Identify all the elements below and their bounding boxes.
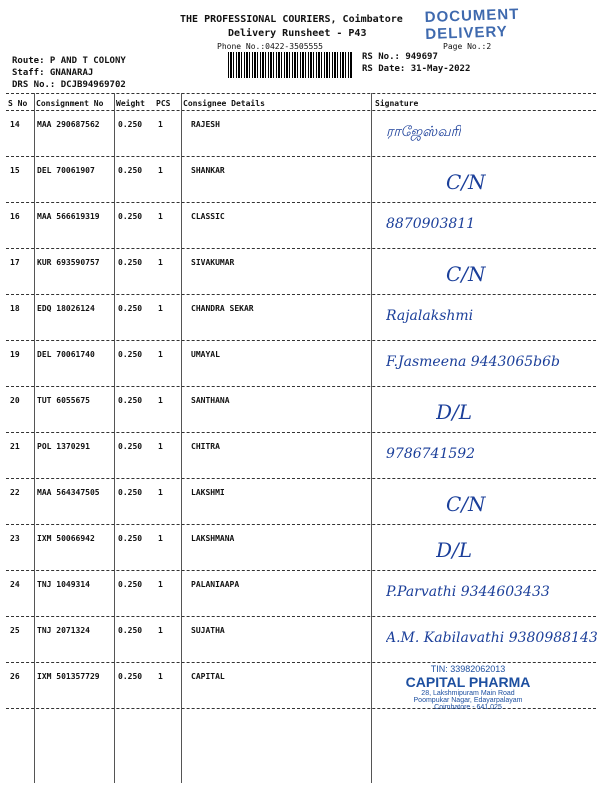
row-consignee: CAPITAL	[191, 672, 225, 681]
row-divider	[6, 156, 596, 157]
row-signature: A.M. Kabilavathi 9380988143	[386, 630, 598, 646]
row-consignment-no: TNJ 1049314	[37, 580, 90, 589]
row-signature: C/N	[446, 492, 486, 516]
row-signature: 8870903811	[386, 216, 476, 232]
row-pcs: 1	[158, 120, 163, 129]
runsheet-title: Delivery Runsheet - P43	[228, 28, 367, 39]
rs-date: RS Date: 31-May-2022	[362, 64, 471, 74]
row-weight: 0.250	[118, 488, 143, 497]
row-weight: 0.250	[118, 626, 143, 635]
row-consignment-no: EDQ 18026124	[37, 304, 95, 313]
stamp-line1: 28, Lakshmipuram Main Road	[421, 690, 515, 697]
row-sno: 15	[10, 166, 20, 175]
drs-number: DRS No.: DCJB94969702	[12, 80, 126, 90]
row-sno: 25	[10, 626, 20, 635]
row-sno: 24	[10, 580, 20, 589]
row-consignment-no: TNJ 2071324	[37, 626, 90, 635]
row-consignment-no: MAA 564347505	[37, 488, 100, 497]
company-name: THE PROFESSIONAL COURIERS, Coimbatore	[180, 14, 403, 25]
stamp-line3: Coimbatore - 641 025	[434, 704, 502, 711]
row-divider	[6, 294, 596, 295]
row-consignee: SHANKAR	[191, 166, 225, 175]
row-signature: F.Jasmeena 9443065b6b	[386, 354, 560, 370]
row-consignee: SUJATHA	[191, 626, 225, 635]
row-pcs: 1	[158, 166, 163, 175]
row-pcs: 1	[158, 350, 163, 359]
row-consignee: CHANDRA SEKAR	[191, 304, 254, 313]
document-delivery-stamp: DOCUMENT DELIVERY	[424, 5, 520, 44]
row-sno: 14	[10, 120, 20, 129]
row-signature: ராஜேஸ்வரி	[386, 124, 461, 140]
row-consignee: SANTHANA	[191, 396, 230, 405]
row-sno: 23	[10, 534, 20, 543]
row-consignment-no: POL 1370291	[37, 442, 90, 451]
row-weight: 0.250	[118, 258, 143, 267]
row-pcs: 1	[158, 442, 163, 451]
column-divider	[34, 93, 35, 783]
row-pcs: 1	[158, 488, 163, 497]
row-sno: 18	[10, 304, 20, 313]
rs-number: RS No.: 949697	[362, 52, 438, 62]
row-pcs: 1	[158, 396, 163, 405]
column-divider	[181, 93, 182, 783]
row-divider	[6, 432, 596, 433]
column-divider	[371, 93, 372, 783]
row-consignment-no: IXM 501357729	[37, 672, 100, 681]
col-signature: Signature	[375, 99, 419, 108]
row-weight: 0.250	[118, 396, 143, 405]
row-signature: P.Parvathi 9344603433	[386, 584, 550, 600]
row-consignment-no: IXM 50066942	[37, 534, 95, 543]
row-sno: 21	[10, 442, 20, 451]
row-signature: C/N	[446, 170, 486, 194]
col-consignee: Consignee Details	[183, 99, 265, 108]
row-consignee: PALANIAAPA	[191, 580, 240, 589]
row-consignee: RAJESH	[191, 120, 220, 129]
row-sno: 17	[10, 258, 20, 267]
row-weight: 0.250	[118, 534, 143, 543]
stamp-name: CAPITAL PHARMA	[405, 674, 531, 690]
company-stamp	[398, 664, 538, 711]
row-consignment-no: MAA 290687562	[37, 120, 100, 129]
row-weight: 0.250	[118, 212, 143, 221]
row-weight: 0.250	[118, 442, 143, 451]
row-divider	[6, 202, 596, 203]
row-sno: 19	[10, 350, 20, 359]
row-consignment-no: DEL 70061740	[37, 350, 95, 359]
col-weight: Weight	[116, 99, 145, 108]
row-consignment-no: TUT 6055675	[37, 396, 90, 405]
route: Route: P AND T COLONY	[12, 56, 126, 66]
col-consignment: Consignment No	[36, 99, 104, 108]
row-pcs: 1	[158, 580, 163, 589]
row-consignee: CLASSIC	[191, 212, 225, 221]
row-consignment-no: KUR 693590757	[37, 258, 100, 267]
row-divider	[6, 662, 596, 663]
page-number: Page No.:2	[443, 42, 492, 51]
row-weight: 0.250	[118, 580, 143, 589]
row-pcs: 1	[158, 212, 163, 221]
row-pcs: 1	[158, 626, 163, 635]
row-divider	[6, 248, 596, 249]
row-signature: C/N	[446, 262, 486, 286]
row-pcs: 1	[158, 534, 163, 543]
row-pcs: 1	[158, 304, 163, 313]
row-weight: 0.250	[118, 672, 143, 681]
row-signature: Rajalakshmi	[386, 308, 474, 324]
header-top-rule	[6, 93, 596, 94]
row-consignee: UMAYAL	[191, 350, 220, 359]
staff: Staff: GNANARAJ	[12, 68, 94, 78]
stamp-line2: Poompukar Nagar, Edayarpalayam	[413, 697, 523, 704]
row-divider	[6, 570, 596, 571]
row-sno: 26	[10, 672, 20, 681]
header-bottom-rule	[6, 110, 596, 111]
row-consignee: LAKSHMANA	[191, 534, 235, 543]
row-divider	[6, 616, 596, 617]
row-pcs: 1	[158, 672, 163, 681]
row-sno: 20	[10, 396, 20, 405]
row-sno: 16	[10, 212, 20, 221]
row-weight: 0.250	[118, 166, 143, 175]
col-sno: S No	[8, 99, 28, 108]
row-weight: 0.250	[118, 120, 143, 129]
row-divider	[6, 340, 596, 341]
row-pcs: 1	[158, 258, 163, 267]
stamp-tin: TIN: 33982062013	[430, 664, 506, 674]
row-weight: 0.250	[118, 350, 143, 359]
barcode	[228, 52, 352, 78]
col-pcs: PCS	[156, 99, 171, 108]
row-sno: 22	[10, 488, 20, 497]
row-weight: 0.250	[118, 304, 143, 313]
row-consignee: SIVAKUMAR	[191, 258, 235, 267]
row-consignment-no: DEL 70061907	[37, 166, 95, 175]
row-consignee: CHITRA	[191, 442, 220, 451]
row-divider	[6, 478, 596, 479]
column-divider	[114, 93, 115, 783]
row-signature: D/L	[436, 538, 473, 562]
row-consignment-no: MAA 566619319	[37, 212, 100, 221]
phone-number: Phone No.:0422-3505555	[217, 42, 323, 51]
row-signature: D/L	[436, 400, 473, 424]
row-consignee: LAKSHMI	[191, 488, 225, 497]
row-signature: 9786741592	[386, 446, 476, 462]
row-divider	[6, 386, 596, 387]
row-divider	[6, 524, 596, 525]
